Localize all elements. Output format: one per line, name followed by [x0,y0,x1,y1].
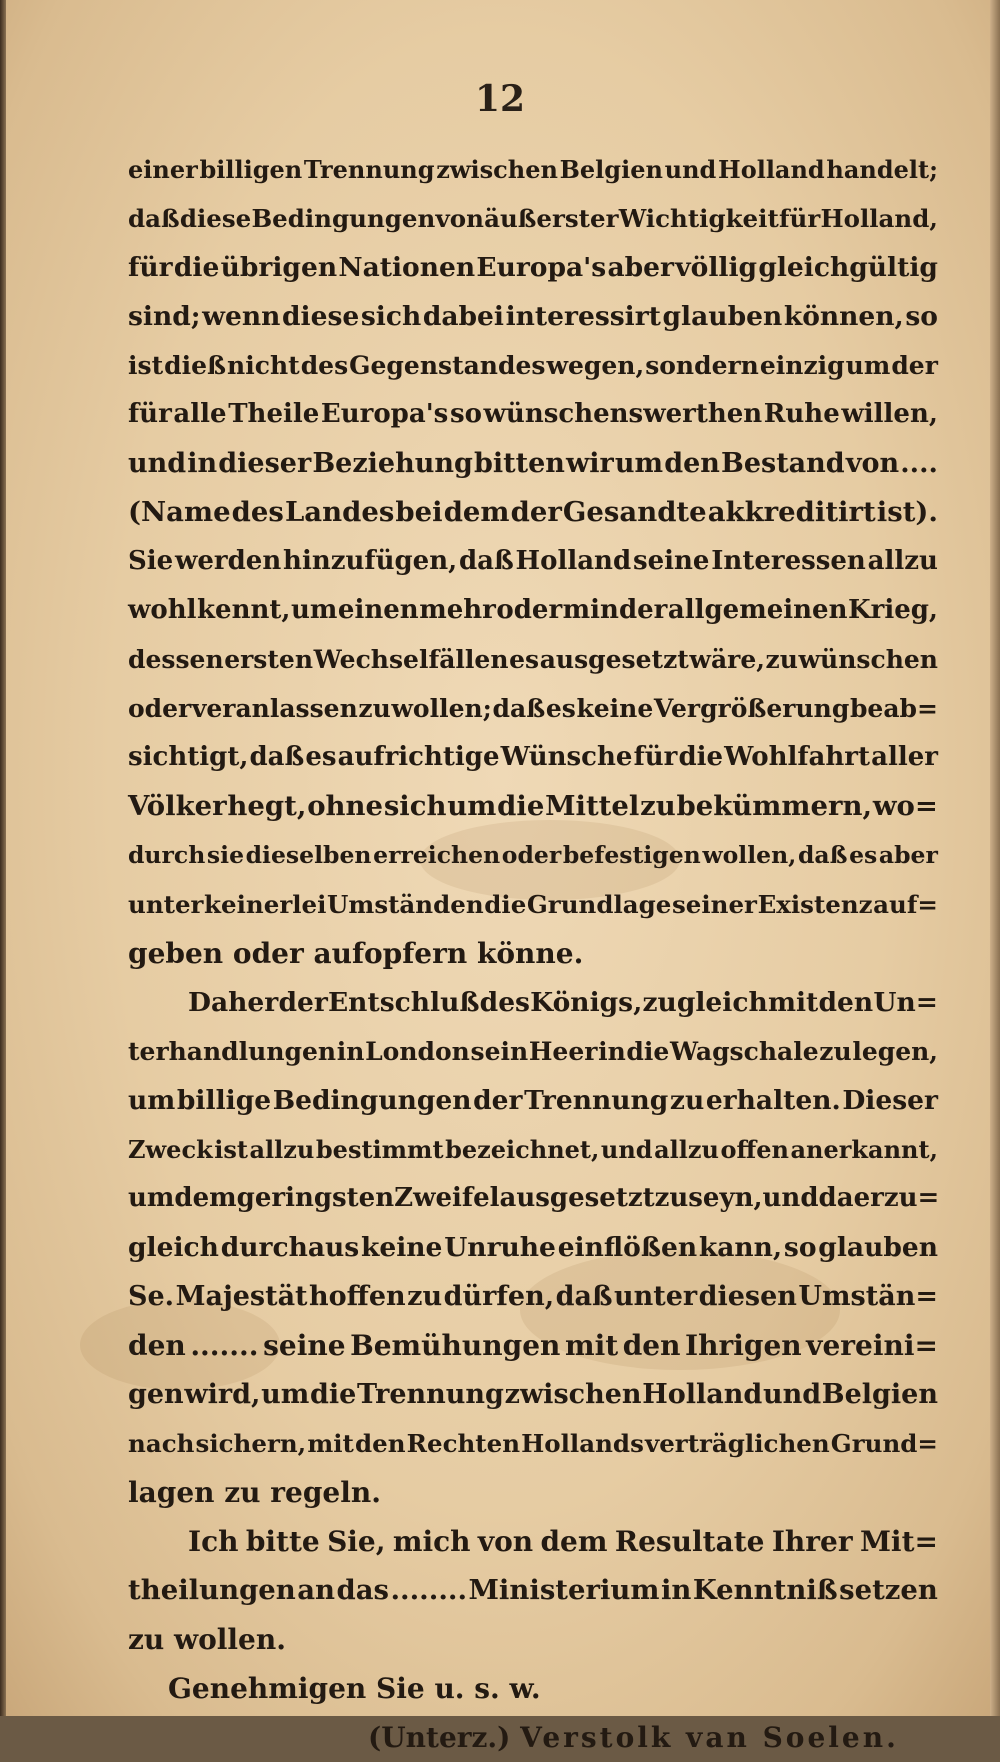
text-line: oder veranlassen zu wollen; daß es keine Vergrößerung beab= [128,694,938,723]
text-line: daß diese Bedingungen von äußerster Wichtigkeit für Holland, [128,204,938,233]
text-line: sichtigt, daß es aufrichtige Wünsche für die Wohlfahrt aller [128,742,938,772]
text-line: Ich bitte Sie, mich von dem Resultate Ihrer Mit= [188,1525,938,1558]
text-line: Se. Majestät hoffen zu dürfen, daß unter diesen Umstän= [128,1281,938,1312]
text-line: geben oder aufopfern könne. [128,937,584,970]
page-number: 12 [474,78,526,120]
page-binding-edge [0,0,6,1716]
text-line: einer billigen Trennung zwischen Belgien und Holland handelt; [128,155,938,184]
text-line: Sie werden hinzufügen, daß Holland seine Interessen allzu [128,546,938,576]
signature-prefix: (Unterz.) [368,1721,511,1754]
text-line: ist dieß nicht des Gegenstandes wegen, sondern einzig um der [128,351,938,380]
paragraph [128,1517,938,1664]
text-line: zu wollen. [128,1623,286,1656]
text-line: theilungen an das ........ Ministerium in Kenntniß setzen [128,1574,938,1606]
text-line: für die übrigen Nationen Europa's aber völlig gleichgültig [128,252,938,283]
text-line: um dem geringsten Zweifel ausgesetzt zu seyn, und da er zu= [128,1183,940,1213]
paragraph [128,978,938,1517]
text-line: den ....... seine Bemühungen mit den Ihrigen vereini= [128,1329,938,1362]
text-line: Daher der Entschluß des Königs, zugleich mit den Un= [188,987,938,1018]
text-line: terhandlungen in London sein Heer in die Wagschale zu legen, [128,1037,938,1066]
text-line: unter keinerlei Umständen die Grundlage seiner Existenz auf= [128,890,938,919]
closing-formula: Genehmigen Sie u. s. w. [168,1672,541,1705]
text-line: nach sichern, mit den Rechten Hollands verträglichen Grund= [128,1429,938,1458]
text-line: sind; wenn diese sich dabei interessirt glauben können, so [128,301,938,332]
signature-name: Verstolk van Soelen. [520,1721,899,1754]
text-line: Zweck ist allzu bestimmt bezeichnet, und allzu offen anerkannt, [128,1135,938,1164]
text-line: gen wird, um die Trennung zwischen Holland und Belgien [128,1379,938,1410]
paragraph [128,145,938,978]
text-line: um billige Bedingungen der Trennung zu erhalten. Dieser [128,1085,938,1116]
text-line: (Name des Landes bei dem der Gesandte akkreditirt ist). [128,496,938,528]
body-text [128,145,938,1762]
text-line: Völker hegt, ohne sich um die Mittel zu bekümmern, wo= [128,790,938,822]
signature [128,1713,938,1762]
text-line: gleich durchaus keine Unruhe einflößen kann, so glauben [128,1232,938,1263]
text-line: wohl kennt, um einen mehr oder minder allgemeinen Krieg, [128,595,938,625]
text-line: lagen zu regeln. [128,1476,381,1509]
text-line: und in dieser Beziehung bitten wir um den Bestand von .... [128,448,938,479]
text-line: dessen ersten Wechselfällen es ausgesetzt wäre, zu wünschen [128,645,938,674]
text-line: für alle Theile Europa's so wünschenswerthen Ruhe willen, [128,399,938,429]
page-outer-edge [990,0,1000,1716]
text-line: durch sie dieselben erreichen oder befestigen wollen, daß es aber [128,841,938,869]
